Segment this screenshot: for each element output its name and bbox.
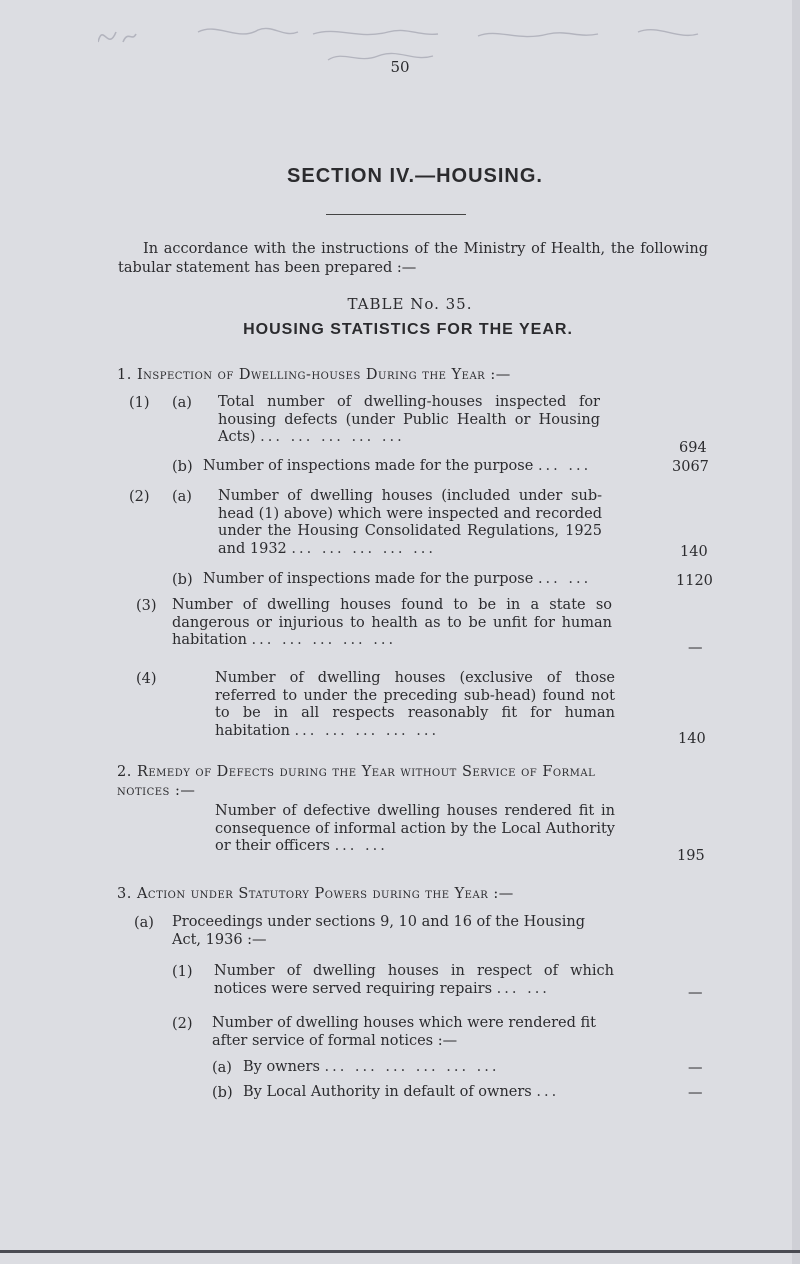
value-1a: 694 bbox=[679, 440, 707, 456]
item-text-2b: Number of inspections made for the purpose ... ... bbox=[203, 571, 592, 587]
item-marker: (b) bbox=[172, 572, 193, 588]
item-text-by-la: By Local Authority in default of owners ... bbox=[243, 1084, 560, 1100]
value-4: 140 bbox=[678, 731, 706, 747]
page-edge-shadow bbox=[792, 0, 800, 1264]
item-text-3a1: Number of dwelling houses in respect of which notices were served requiring repairs ... ... bbox=[214, 963, 614, 997]
section-title: SECTION IV.—HOUSING. bbox=[287, 165, 543, 187]
item-marker: (a) bbox=[172, 395, 192, 411]
title-divider bbox=[326, 214, 466, 215]
value-3a1: — bbox=[688, 985, 703, 1001]
item-text-1a: Total number of dwelling-houses inspected for housing defects (under Public Health or Housing Acts) ... ... ... ... ... bbox=[218, 394, 600, 445]
item-marker: (3) bbox=[136, 598, 157, 614]
item-marker: (1) bbox=[172, 964, 193, 980]
value-2b: 1120 bbox=[676, 573, 713, 589]
table-title: HOUSING STATISTICS FOR THE YEAR. bbox=[243, 321, 573, 338]
item-text-3: Number of dwelling houses found to be in a state so dangerous or injurious to health as to be unfit for human habitation ... ... ... ... ... bbox=[172, 597, 612, 648]
item-text-remedy: Number of defective dwelling houses rendered fit in consequence of informal action by the Local Authority or their officers ... ... bbox=[215, 803, 615, 854]
item-text-3a2: Number of dwelling houses which were rendered fit after service of formal notices :— bbox=[212, 1015, 596, 1049]
item-text-2a: Number of dwelling houses (included under sub-head (1) above) which were inspected and recorded under the Housing Consolidated Regulations, 1925 and 1932 ... ... ... ... ... bbox=[218, 488, 602, 557]
item-marker: (a) bbox=[212, 1060, 232, 1076]
value-by-owners: — bbox=[688, 1060, 703, 1076]
item-marker: (2) bbox=[172, 1016, 193, 1032]
heading-remedy: 2. Remedy of Defects during the Year without Service of Formal notices :— bbox=[117, 764, 596, 799]
value-remedy: 195 bbox=[677, 848, 705, 864]
value-3: — bbox=[688, 640, 703, 656]
page-bottom-edge bbox=[0, 1250, 800, 1253]
value-by-la: — bbox=[688, 1085, 703, 1101]
intro-paragraph: In accordance with the instructions of the Ministry of Health, the following tabular statement has been prepared :— bbox=[118, 241, 708, 276]
value-1b: 3067 bbox=[672, 459, 709, 475]
item-marker: (2) bbox=[129, 489, 150, 505]
item-marker: (a) bbox=[172, 489, 192, 505]
heading-statutory: 3. Action under Statutory Powers during the Year :— bbox=[117, 886, 514, 902]
item-marker: (b) bbox=[212, 1085, 233, 1101]
item-marker: (b) bbox=[172, 459, 193, 475]
table-label: TABLE No. 35. bbox=[347, 295, 473, 313]
item-marker: (4) bbox=[136, 671, 157, 687]
item-marker: (a) bbox=[134, 915, 154, 931]
item-text-3a: Proceedings under sections 9, 10 and 16 of the Housing Act, 1936 :— bbox=[172, 914, 586, 948]
item-marker: (1) bbox=[129, 395, 150, 411]
item-text-by-owners: By owners ... ... ... ... ... ... bbox=[243, 1059, 500, 1075]
item-text-4: Number of dwelling houses (exclusive of those referred to under the preceding sub-head) found not to be in all respects reasonably fit for human habitation ... ... ... ... ... bbox=[215, 670, 615, 739]
value-2a: 140 bbox=[680, 544, 708, 560]
heading-inspection: 1. Inspection of Dwelling-houses During the Year :— bbox=[117, 367, 511, 383]
item-text-1b: Number of inspections made for the purpose ... ... bbox=[203, 458, 592, 474]
page-number: 50 bbox=[390, 58, 410, 76]
